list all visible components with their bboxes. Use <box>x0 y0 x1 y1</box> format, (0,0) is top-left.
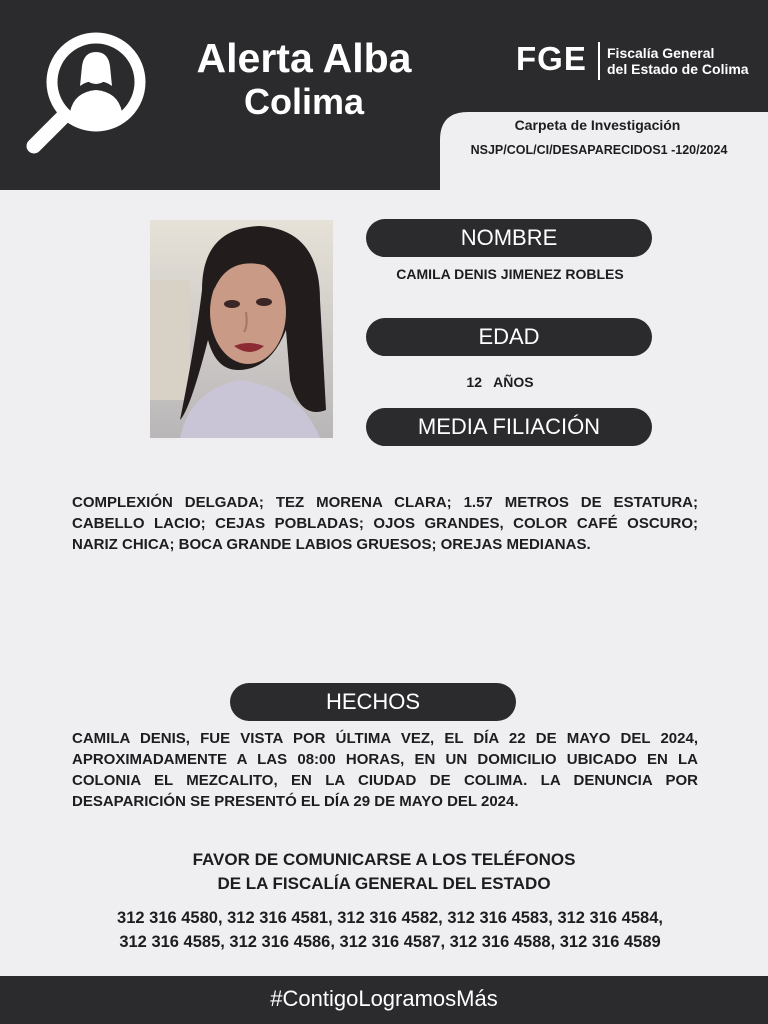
org-divider <box>598 42 600 80</box>
footer-hashtag: #ContigoLogramosMás <box>270 986 498 1011</box>
facts-text: CAMILA DENIS, FUE VISTA POR ÚLTIMA VEZ, EL DÍA 22 DE MAYO DEL 2024, APROXIMADAMENTE A LAS 08:00 HORAS, EN UN DOMICILIO UBICADO EN LA COLONIA EL MEZCALITO, EN LA CIUDAD DE COLIMA. LA DENUNCIA POR DESAPARICIÓN SE PRESENTÓ EL DÍA 29 DE MAYO DEL 2024. <box>72 730 698 810</box>
org-name <box>607 45 749 77</box>
photo-illustration <box>150 220 333 438</box>
contact-line1: FAVOR DE COMUNICARSE A LOS TELÉFONOS <box>192 850 576 869</box>
org-name-line2: del Estado de Colima <box>607 61 749 77</box>
phone-list-line1: 312 316 4580, 312 316 4581, 312 316 4582, 312 316 4583, 312 316 4584, <box>117 909 663 927</box>
description-label-pill: MEDIA FILIACIÓN <box>366 408 652 446</box>
facts-label-pill: HECHOS <box>230 683 516 721</box>
contact-line2: DE LA FISCALÍA GENERAL DEL ESTADO <box>217 874 551 893</box>
physical-description: COMPLEXIÓN DELGADA; TEZ MORENA CLARA; 1.57 METROS DE ESTATURA; CABELLO LACIO; CEJAS POBLADAS; OJOS GRANDES, COLOR CAFÉ OSCURO; NARIZ CHICA; BOCA GRANDE LABIOS GRUESOS; OREJAS MEDIANAS. <box>72 494 698 553</box>
brand-title: Alerta Alba <box>196 35 412 81</box>
person-age: 12 AÑOS <box>466 374 534 390</box>
org-abbrev: FGE <box>516 40 587 77</box>
missing-person-photo <box>150 220 333 438</box>
org-name-line1: Fiscalía General <box>607 45 715 61</box>
case-label: Carpeta de Investigación <box>514 117 681 133</box>
magnifier-person-icon <box>24 26 154 156</box>
case-number: NSJP/COL/CI/DESAPARECIDOS1 -120/2024 <box>470 143 728 157</box>
age-label-pill: EDAD <box>366 318 652 356</box>
brand-subtitle: Colima <box>243 81 365 122</box>
person-name: CAMILA DENIS JIMENEZ ROBLES <box>396 266 624 282</box>
name-label-pill: NOMBRE <box>366 219 652 257</box>
phone-list-line2: 312 316 4585, 312 316 4586, 312 316 4587, 312 316 4588, 312 316 4589 <box>119 933 661 951</box>
